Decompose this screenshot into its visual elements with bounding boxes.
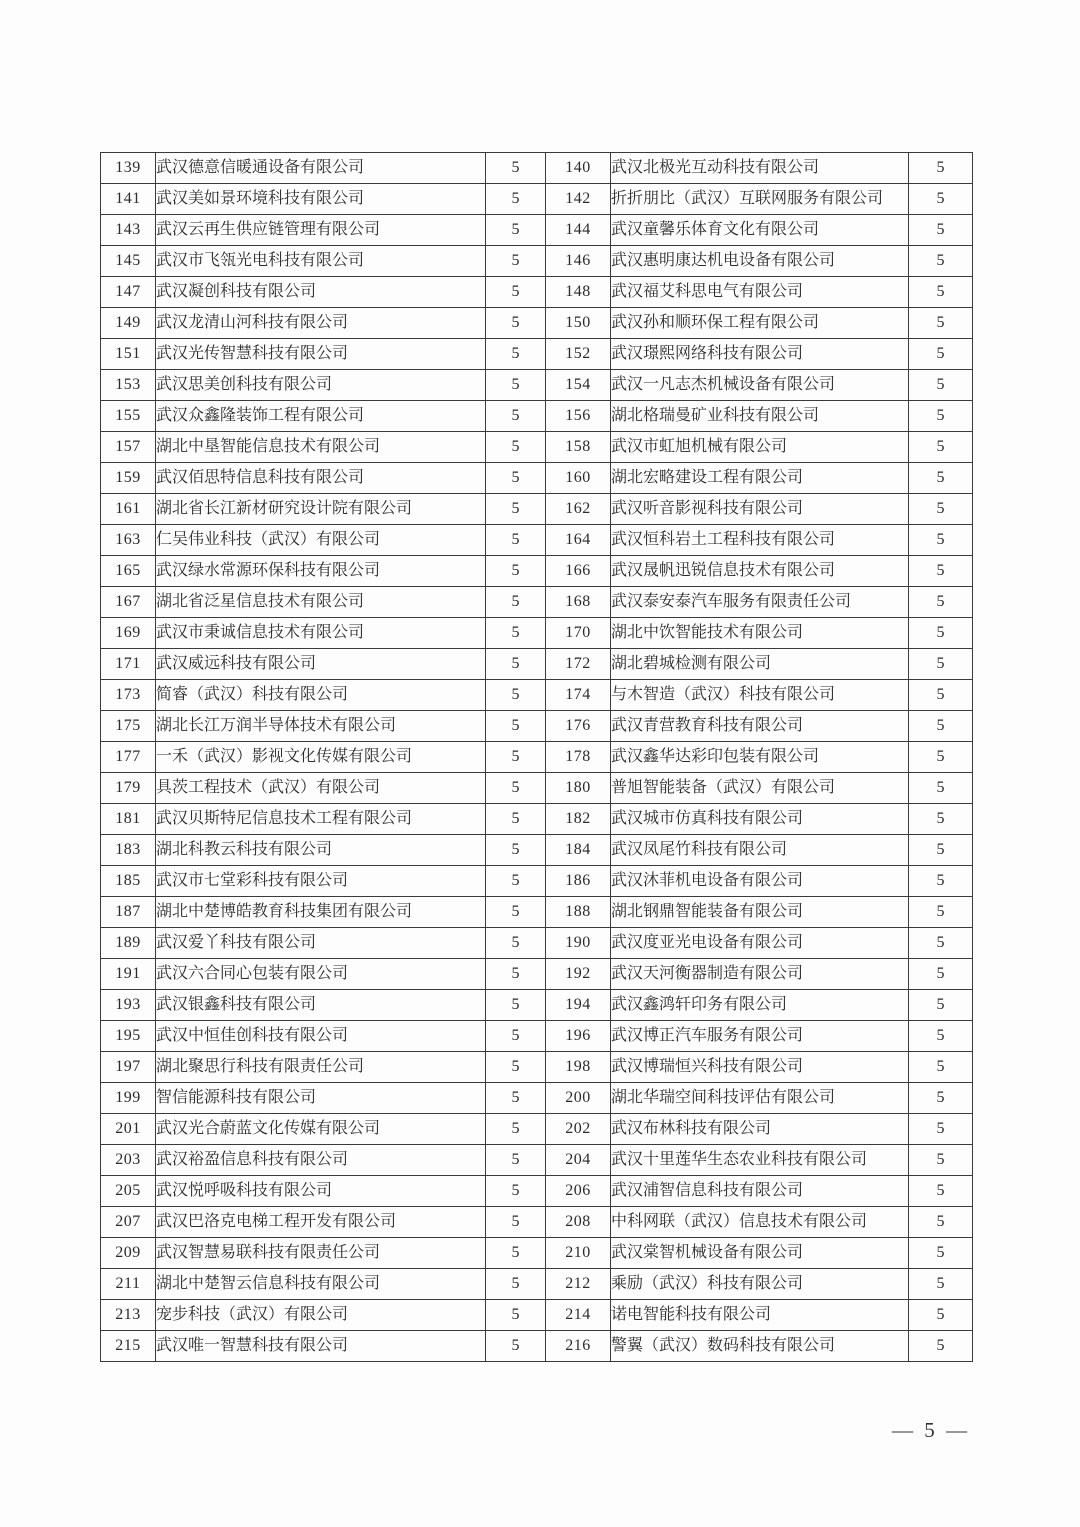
company-name-cell: 湖北中楚智云信息科技有限公司 xyxy=(156,1269,486,1300)
company-name-cell: 武汉贝斯特尼信息技术工程有限公司 xyxy=(156,804,486,835)
company-name-cell: 折折朋比（武汉）互联网服务有限公司 xyxy=(611,184,909,215)
value-cell: 5 xyxy=(486,556,546,587)
row-number-cell: 141 xyxy=(101,184,156,215)
table-row xyxy=(101,618,973,649)
value-cell: 5 xyxy=(909,1300,973,1331)
row-number-cell: 211 xyxy=(101,1269,156,1300)
table-row xyxy=(101,866,973,897)
value-cell: 5 xyxy=(909,1052,973,1083)
row-number-cell: 201 xyxy=(101,1114,156,1145)
value-cell: 5 xyxy=(909,1269,973,1300)
table-row xyxy=(101,711,973,742)
row-number-cell: 163 xyxy=(101,525,156,556)
value-cell: 5 xyxy=(486,339,546,370)
company-name-cell: 湖北科教云科技有限公司 xyxy=(156,835,486,866)
company-name-cell: 武汉孙和顺环保工程有限公司 xyxy=(611,308,909,339)
company-name-cell: 武汉一凡志杰机械设备有限公司 xyxy=(611,370,909,401)
company-name-cell: 诺电智能科技有限公司 xyxy=(611,1300,909,1331)
row-number-cell: 174 xyxy=(546,680,611,711)
value-cell: 5 xyxy=(486,153,546,184)
value-cell: 5 xyxy=(909,246,973,277)
table-row xyxy=(101,649,973,680)
value-cell: 5 xyxy=(486,866,546,897)
value-cell: 5 xyxy=(486,990,546,1021)
row-number-cell: 140 xyxy=(546,153,611,184)
row-number-cell: 205 xyxy=(101,1176,156,1207)
row-number-cell: 212 xyxy=(546,1269,611,1300)
row-number-cell: 177 xyxy=(101,742,156,773)
value-cell: 5 xyxy=(486,494,546,525)
value-cell: 5 xyxy=(486,680,546,711)
company-name-cell: 武汉青营教育科技有限公司 xyxy=(611,711,909,742)
table-row xyxy=(101,897,973,928)
company-name-cell: 武汉爱丫科技有限公司 xyxy=(156,928,486,959)
company-name-cell: 武汉绿水常源环保科技有限公司 xyxy=(156,556,486,587)
value-cell: 5 xyxy=(909,897,973,928)
row-number-cell: 194 xyxy=(546,990,611,1021)
value-cell: 5 xyxy=(909,587,973,618)
table-row xyxy=(101,835,973,866)
row-number-cell: 152 xyxy=(546,339,611,370)
company-name-cell: 武汉光合蔚蓝文化传媒有限公司 xyxy=(156,1114,486,1145)
company-name-cell: 武汉智慧易联科技有限责任公司 xyxy=(156,1238,486,1269)
row-number-cell: 147 xyxy=(101,277,156,308)
company-name-cell: 武汉唯一智慧科技有限公司 xyxy=(156,1331,486,1362)
row-number-cell: 187 xyxy=(101,897,156,928)
company-name-cell: 武汉沐菲机电设备有限公司 xyxy=(611,866,909,897)
value-cell: 5 xyxy=(486,246,546,277)
company-name-cell: 武汉恒科岩土工程科技有限公司 xyxy=(611,525,909,556)
value-cell: 5 xyxy=(909,649,973,680)
company-name-cell: 武汉中恒佳创科技有限公司 xyxy=(156,1021,486,1052)
company-name-cell: 武汉美如景环境科技有限公司 xyxy=(156,184,486,215)
value-cell: 5 xyxy=(909,463,973,494)
row-number-cell: 175 xyxy=(101,711,156,742)
row-number-cell: 146 xyxy=(546,246,611,277)
company-name-cell: 武汉童馨乐体育文化有限公司 xyxy=(611,215,909,246)
company-name-cell: 武汉云再生供应链管理有限公司 xyxy=(156,215,486,246)
value-cell: 5 xyxy=(486,1145,546,1176)
value-cell: 5 xyxy=(909,866,973,897)
company-name-cell: 武汉北极光互动科技有限公司 xyxy=(611,153,909,184)
row-number-cell: 160 xyxy=(546,463,611,494)
value-cell: 5 xyxy=(909,370,973,401)
value-cell: 5 xyxy=(909,711,973,742)
company-name-cell: 与木智造（武汉）科技有限公司 xyxy=(611,680,909,711)
company-name-cell: 武汉鑫鸿轩印务有限公司 xyxy=(611,990,909,1021)
company-name-cell: 武汉思美创科技有限公司 xyxy=(156,370,486,401)
value-cell: 5 xyxy=(486,587,546,618)
row-number-cell: 195 xyxy=(101,1021,156,1052)
row-number-cell: 206 xyxy=(546,1176,611,1207)
row-number-cell: 173 xyxy=(101,680,156,711)
table-row xyxy=(101,804,973,835)
company-name-cell: 武汉泰安泰汽车服务有限责任公司 xyxy=(611,587,909,618)
value-cell: 5 xyxy=(909,432,973,463)
company-name-cell: 武汉悦呼吸科技有限公司 xyxy=(156,1176,486,1207)
company-name-cell: 武汉城市仿真科技有限公司 xyxy=(611,804,909,835)
row-number-cell: 180 xyxy=(546,773,611,804)
value-cell: 5 xyxy=(486,1021,546,1052)
company-name-cell: 湖北省长江新材研究设计院有限公司 xyxy=(156,494,486,525)
value-cell: 5 xyxy=(486,1052,546,1083)
table-row xyxy=(101,742,973,773)
value-cell: 5 xyxy=(486,835,546,866)
company-name-cell: 一禾（武汉）影视文化传媒有限公司 xyxy=(156,742,486,773)
row-number-cell: 165 xyxy=(101,556,156,587)
row-number-cell: 188 xyxy=(546,897,611,928)
value-cell: 5 xyxy=(486,308,546,339)
table-row xyxy=(101,1331,973,1362)
company-name-cell: 湖北格瑞曼矿业科技有限公司 xyxy=(611,401,909,432)
row-number-cell: 158 xyxy=(546,432,611,463)
table-row xyxy=(101,1052,973,1083)
row-number-cell: 155 xyxy=(101,401,156,432)
company-name-cell: 武汉光传智慧科技有限公司 xyxy=(156,339,486,370)
company-name-cell: 武汉度亚光电设备有限公司 xyxy=(611,928,909,959)
company-name-cell: 武汉市飞瓴光电科技有限公司 xyxy=(156,246,486,277)
value-cell: 5 xyxy=(486,1300,546,1331)
company-name-cell: 湖北中楚博皓教育科技集团有限公司 xyxy=(156,897,486,928)
row-number-cell: 186 xyxy=(546,866,611,897)
row-number-cell: 207 xyxy=(101,1207,156,1238)
row-number-cell: 191 xyxy=(101,959,156,990)
value-cell: 5 xyxy=(909,215,973,246)
row-number-cell: 202 xyxy=(546,1114,611,1145)
row-number-cell: 184 xyxy=(546,835,611,866)
row-number-cell: 190 xyxy=(546,928,611,959)
value-cell: 5 xyxy=(486,711,546,742)
table-row xyxy=(101,1083,973,1114)
value-cell: 5 xyxy=(909,804,973,835)
table-row xyxy=(101,1207,973,1238)
company-name-cell: 乘励（武汉）科技有限公司 xyxy=(611,1269,909,1300)
table-row xyxy=(101,432,973,463)
row-number-cell: 183 xyxy=(101,835,156,866)
value-cell: 5 xyxy=(486,928,546,959)
row-number-cell: 162 xyxy=(546,494,611,525)
table-row xyxy=(101,773,973,804)
value-cell: 5 xyxy=(909,773,973,804)
row-number-cell: 167 xyxy=(101,587,156,618)
value-cell: 5 xyxy=(909,1145,973,1176)
row-number-cell: 164 xyxy=(546,525,611,556)
table-row xyxy=(101,1021,973,1052)
row-number-cell: 172 xyxy=(546,649,611,680)
table-row xyxy=(101,277,973,308)
value-cell: 5 xyxy=(909,1114,973,1145)
value-cell: 5 xyxy=(909,618,973,649)
company-name-cell: 湖北碧城检测有限公司 xyxy=(611,649,909,680)
value-cell: 5 xyxy=(909,1331,973,1362)
row-number-cell: 176 xyxy=(546,711,611,742)
row-number-cell: 214 xyxy=(546,1300,611,1331)
value-cell: 5 xyxy=(909,959,973,990)
row-number-cell: 208 xyxy=(546,1207,611,1238)
company-name-cell: 武汉众鑫隆装饰工程有限公司 xyxy=(156,401,486,432)
table-row xyxy=(101,556,973,587)
company-name-cell: 武汉巴洛克电梯工程开发有限公司 xyxy=(156,1207,486,1238)
value-cell: 5 xyxy=(909,680,973,711)
value-cell: 5 xyxy=(486,897,546,928)
table-row xyxy=(101,184,973,215)
row-number-cell: 178 xyxy=(546,742,611,773)
value-cell: 5 xyxy=(486,215,546,246)
value-cell: 5 xyxy=(486,649,546,680)
value-cell: 5 xyxy=(486,1114,546,1145)
company-name-cell: 中科网联（武汉）信息技术有限公司 xyxy=(611,1207,909,1238)
table-row xyxy=(101,370,973,401)
company-name-cell: 武汉裕盈信息科技有限公司 xyxy=(156,1145,486,1176)
company-name-cell: 武汉市秉诚信息技术有限公司 xyxy=(156,618,486,649)
company-name-cell: 普旭智能装备（武汉）有限公司 xyxy=(611,773,909,804)
row-number-cell: 161 xyxy=(101,494,156,525)
row-number-cell: 197 xyxy=(101,1052,156,1083)
company-name-cell: 智信能源科技有限公司 xyxy=(156,1083,486,1114)
value-cell: 5 xyxy=(486,1331,546,1362)
table-row xyxy=(101,1114,973,1145)
row-number-cell: 153 xyxy=(101,370,156,401)
table-row xyxy=(101,401,973,432)
value-cell: 5 xyxy=(486,463,546,494)
table-row xyxy=(101,1238,973,1269)
company-name-cell: 武汉福艾科思电气有限公司 xyxy=(611,277,909,308)
row-number-cell: 203 xyxy=(101,1145,156,1176)
row-number-cell: 200 xyxy=(546,1083,611,1114)
row-number-cell: 204 xyxy=(546,1145,611,1176)
company-name-cell: 武汉天河衡器制造有限公司 xyxy=(611,959,909,990)
row-number-cell: 185 xyxy=(101,866,156,897)
value-cell: 5 xyxy=(909,308,973,339)
row-number-cell: 216 xyxy=(546,1331,611,1362)
company-name-cell: 湖北省泛星信息技术有限公司 xyxy=(156,587,486,618)
value-cell: 5 xyxy=(486,618,546,649)
row-number-cell: 170 xyxy=(546,618,611,649)
value-cell: 5 xyxy=(486,525,546,556)
table-row xyxy=(101,680,973,711)
row-number-cell: 154 xyxy=(546,370,611,401)
row-number-cell: 199 xyxy=(101,1083,156,1114)
company-name-cell: 宠步科技（武汉）有限公司 xyxy=(156,1300,486,1331)
row-number-cell: 166 xyxy=(546,556,611,587)
company-name-cell: 武汉凤尾竹科技有限公司 xyxy=(611,835,909,866)
row-number-cell: 157 xyxy=(101,432,156,463)
company-name-cell: 湖北中垦智能信息技术有限公司 xyxy=(156,432,486,463)
table-row xyxy=(101,587,973,618)
table-row xyxy=(101,1145,973,1176)
row-number-cell: 209 xyxy=(101,1238,156,1269)
value-cell: 5 xyxy=(486,804,546,835)
company-name-cell: 武汉龙清山河科技有限公司 xyxy=(156,308,486,339)
table-row xyxy=(101,339,973,370)
value-cell: 5 xyxy=(486,432,546,463)
company-name-cell: 武汉威远科技有限公司 xyxy=(156,649,486,680)
value-cell: 5 xyxy=(909,556,973,587)
value-cell: 5 xyxy=(909,990,973,1021)
company-name-cell: 武汉十里莲华生态农业科技有限公司 xyxy=(611,1145,909,1176)
value-cell: 5 xyxy=(486,742,546,773)
value-cell: 5 xyxy=(486,959,546,990)
value-cell: 5 xyxy=(909,184,973,215)
company-name-cell: 武汉市虹旭机械有限公司 xyxy=(611,432,909,463)
table-row xyxy=(101,308,973,339)
value-cell: 5 xyxy=(486,370,546,401)
page-number: — 5 — xyxy=(892,1418,970,1442)
value-cell: 5 xyxy=(909,1207,973,1238)
row-number-cell: 151 xyxy=(101,339,156,370)
value-cell: 5 xyxy=(909,277,973,308)
value-cell: 5 xyxy=(486,773,546,804)
row-number-cell: 198 xyxy=(546,1052,611,1083)
table-row xyxy=(101,153,973,184)
value-cell: 5 xyxy=(909,1176,973,1207)
table-row xyxy=(101,494,973,525)
company-name-cell: 简睿（武汉）科技有限公司 xyxy=(156,680,486,711)
company-name-cell: 武汉鑫华达彩印包装有限公司 xyxy=(611,742,909,773)
row-number-cell: 139 xyxy=(101,153,156,184)
company-name-cell: 武汉佰思特信息科技有限公司 xyxy=(156,463,486,494)
row-number-cell: 179 xyxy=(101,773,156,804)
row-number-cell: 150 xyxy=(546,308,611,339)
row-number-cell: 210 xyxy=(546,1238,611,1269)
value-cell: 5 xyxy=(486,277,546,308)
value-cell: 5 xyxy=(909,525,973,556)
row-number-cell: 142 xyxy=(546,184,611,215)
value-cell: 5 xyxy=(486,1238,546,1269)
table-row xyxy=(101,1300,973,1331)
company-name-cell: 武汉璟熙网络科技有限公司 xyxy=(611,339,909,370)
row-number-cell: 193 xyxy=(101,990,156,1021)
company-name-cell: 湖北华瑞空间科技评估有限公司 xyxy=(611,1083,909,1114)
company-name-cell: 武汉市七堂彩科技有限公司 xyxy=(156,866,486,897)
value-cell: 5 xyxy=(909,1021,973,1052)
value-cell: 5 xyxy=(486,1269,546,1300)
company-name-cell: 武汉德意信暖通设备有限公司 xyxy=(156,153,486,184)
company-name-cell: 武汉布林科技有限公司 xyxy=(611,1114,909,1145)
row-number-cell: 144 xyxy=(546,215,611,246)
value-cell: 5 xyxy=(909,1238,973,1269)
company-name-cell: 仁吴伟业科技（武汉）有限公司 xyxy=(156,525,486,556)
value-cell: 5 xyxy=(909,742,973,773)
company-name-cell: 武汉惠明康达机电设备有限公司 xyxy=(611,246,909,277)
table-body xyxy=(101,153,973,1362)
row-number-cell: 181 xyxy=(101,804,156,835)
row-number-cell: 168 xyxy=(546,587,611,618)
row-number-cell: 189 xyxy=(101,928,156,959)
row-number-cell: 182 xyxy=(546,804,611,835)
row-number-cell: 156 xyxy=(546,401,611,432)
company-name-cell: 武汉凝创科技有限公司 xyxy=(156,277,486,308)
value-cell: 5 xyxy=(486,1083,546,1114)
company-name-cell: 武汉浦智信息科技有限公司 xyxy=(611,1176,909,1207)
company-name-cell: 湖北聚思行科技有限责任公司 xyxy=(156,1052,486,1083)
value-cell: 5 xyxy=(909,494,973,525)
row-number-cell: 171 xyxy=(101,649,156,680)
value-cell: 5 xyxy=(909,153,973,184)
row-number-cell: 159 xyxy=(101,463,156,494)
company-name-cell: 湖北中饮智能技术有限公司 xyxy=(611,618,909,649)
value-cell: 5 xyxy=(486,401,546,432)
table-row xyxy=(101,525,973,556)
company-name-cell: 湖北长江万润半导体技术有限公司 xyxy=(156,711,486,742)
value-cell: 5 xyxy=(909,339,973,370)
company-name-cell: 武汉银鑫科技有限公司 xyxy=(156,990,486,1021)
table-row xyxy=(101,246,973,277)
table-row xyxy=(101,1176,973,1207)
value-cell: 5 xyxy=(909,401,973,432)
company-name-cell: 具茨工程技术（武汉）有限公司 xyxy=(156,773,486,804)
value-cell: 5 xyxy=(486,184,546,215)
row-number-cell: 215 xyxy=(101,1331,156,1362)
value-cell: 5 xyxy=(909,835,973,866)
row-number-cell: 145 xyxy=(101,246,156,277)
row-number-cell: 148 xyxy=(546,277,611,308)
company-table xyxy=(100,152,973,1362)
table-row xyxy=(101,1269,973,1300)
row-number-cell: 169 xyxy=(101,618,156,649)
row-number-cell: 213 xyxy=(101,1300,156,1331)
row-number-cell: 192 xyxy=(546,959,611,990)
value-cell: 5 xyxy=(486,1176,546,1207)
company-name-cell: 武汉博正汽车服务有限公司 xyxy=(611,1021,909,1052)
table-row xyxy=(101,928,973,959)
table-row xyxy=(101,463,973,494)
company-name-cell: 湖北宏略建设工程有限公司 xyxy=(611,463,909,494)
value-cell: 5 xyxy=(909,928,973,959)
company-name-cell: 警翼（武汉）数码科技有限公司 xyxy=(611,1331,909,1362)
table-row xyxy=(101,215,973,246)
table-row xyxy=(101,959,973,990)
table-row xyxy=(101,990,973,1021)
company-name-cell: 武汉棠智机械设备有限公司 xyxy=(611,1238,909,1269)
row-number-cell: 149 xyxy=(101,308,156,339)
company-name-cell: 武汉博瑞恒兴科技有限公司 xyxy=(611,1052,909,1083)
company-name-cell: 武汉听音影视科技有限公司 xyxy=(611,494,909,525)
company-name-cell: 武汉晟帆迅锐信息技术有限公司 xyxy=(611,556,909,587)
company-name-cell: 武汉六合同心包装有限公司 xyxy=(156,959,486,990)
row-number-cell: 196 xyxy=(546,1021,611,1052)
company-name-cell: 湖北钢鼎智能装备有限公司 xyxy=(611,897,909,928)
value-cell: 5 xyxy=(909,1083,973,1114)
value-cell: 5 xyxy=(486,1207,546,1238)
row-number-cell: 143 xyxy=(101,215,156,246)
